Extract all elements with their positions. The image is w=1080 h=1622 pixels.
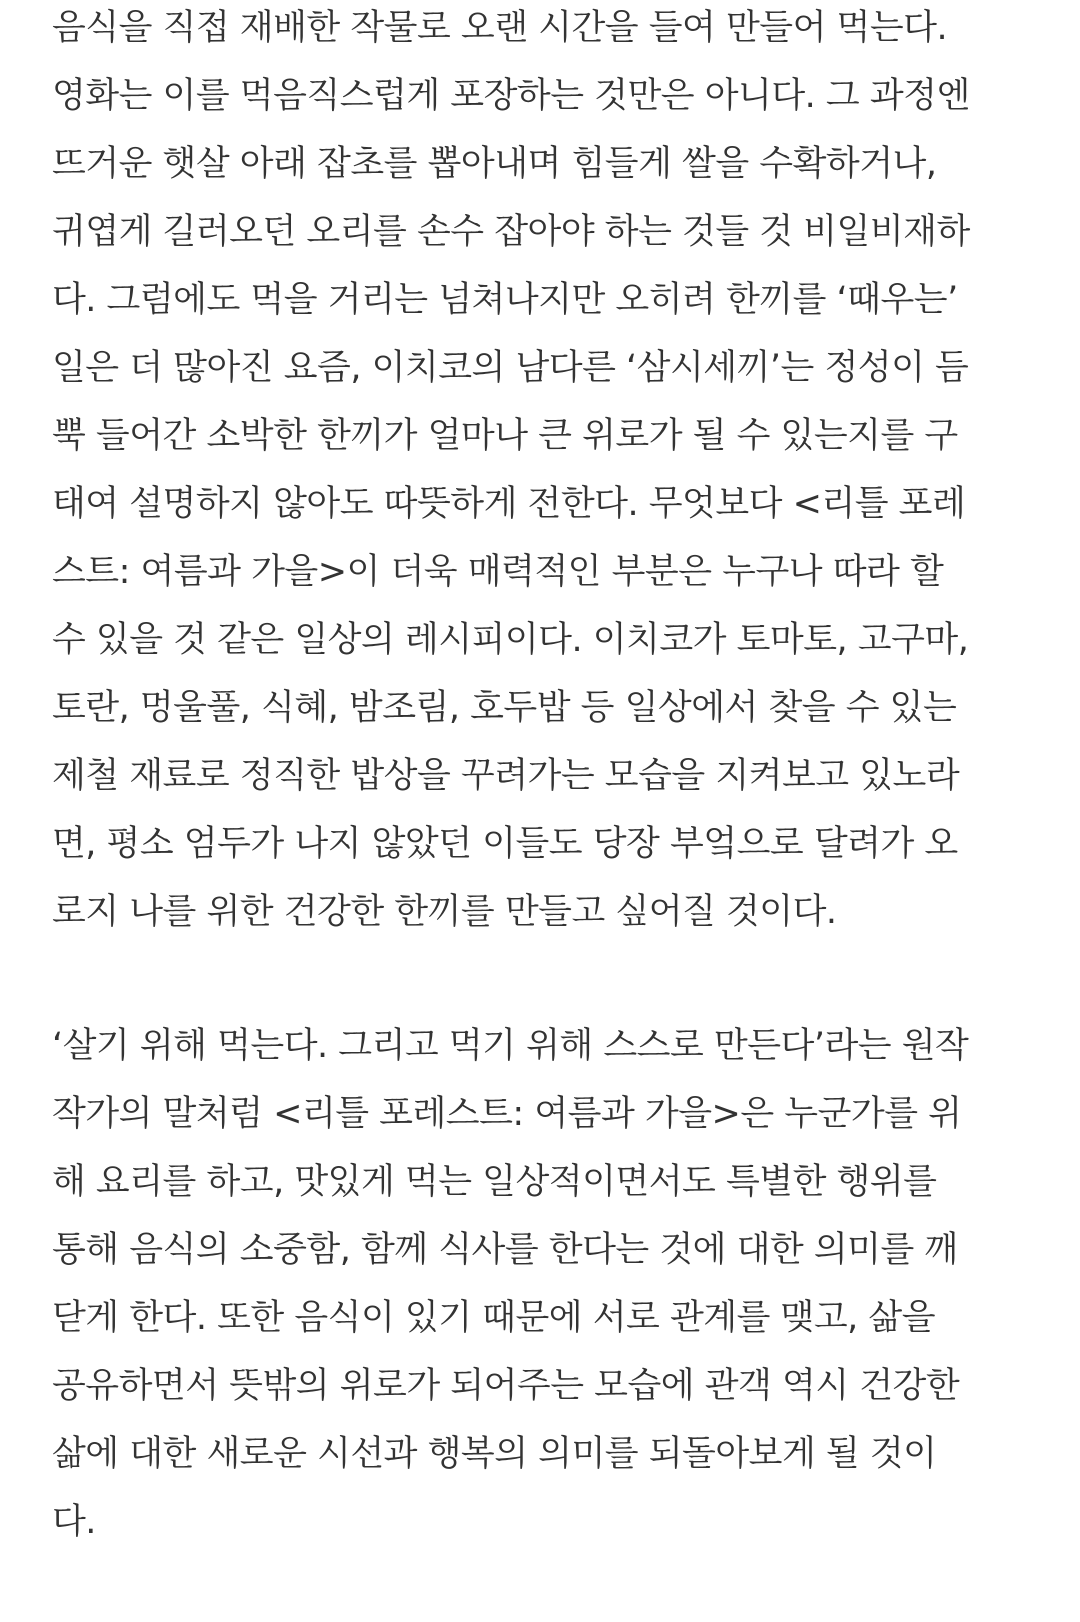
text-line: 닫게 한다. 또한 음식이 있기 때문에 서로 관계를 맺고, 삶을 <box>52 1298 936 1338</box>
text-line: 토란, 멍울풀, 식혜, 밤조림, 호두밥 등 일상에서 찾을 수 있는 <box>52 688 957 728</box>
text-line: 스트: 여름과 가을>이 더욱 매력적인 부분은 누구나 따라 할 <box>52 552 944 592</box>
text-line: 해 요리를 하고, 맛있게 먹는 일상적이면서도 특별한 행위를 <box>52 1162 937 1202</box>
text-line: 삶에 대한 새로운 시선과 행복의 의미를 되돌아보게 될 것이 <box>52 1434 937 1474</box>
text-line: 다. 그럼에도 먹을 거리는 넘쳐나지만 오히려 한끼를 ‘때우는’ <box>52 280 958 320</box>
text-line: 다. <box>52 1502 96 1542</box>
text-line: 영화는 이를 먹음직스럽게 포장하는 것만은 아니다. 그 과정엔 <box>52 76 970 116</box>
text-line: 제철 재료로 정직한 밥상을 꾸려가는 모습을 지켜보고 있노라 <box>52 756 960 796</box>
text-line: 작가의 말처럼 <리틀 포레스트: 여름과 가을>은 누군가를 위 <box>52 1094 962 1134</box>
text-line: 뿍 들어간 소박한 한끼가 얼마나 큰 위로가 될 수 있는지를 구 <box>52 416 958 456</box>
text-line: 태여 설명하지 않아도 따뜻하게 전한다. 무엇보다 <리틀 포레 <box>52 484 966 524</box>
text-line: 수 있을 것 같은 일상의 레시피이다. 이치코가 토마토, 고구마, <box>52 620 969 660</box>
text-line: 면, 평소 엄두가 나지 않았던 이들도 당장 부엌으로 달려가 오 <box>52 824 958 864</box>
text-line: 음식을 직접 재배한 작물로 오랜 시간을 들여 만들어 먹는다. <box>52 8 948 48</box>
text-line: 로지 나를 위한 건강한 한끼를 만들고 싶어질 것이다. <box>52 892 837 932</box>
text-line: 뜨거운 햇살 아래 잡초를 뽑아내며 힘들게 쌀을 수확하거나, <box>52 144 937 184</box>
text-line: 공유하면서 뜻밖의 위로가 되어주는 모습에 관객 역시 건강한 <box>52 1366 960 1406</box>
text-line: 일은 더 많아진 요즘, 이치코의 남다른 ‘삼시세끼’는 정성이 듬 <box>52 348 969 388</box>
text-line: 귀엽게 길러오던 오리를 손수 잡아야 하는 것들 것 비일비재하 <box>52 212 970 252</box>
text-line: 통해 음식의 소중함, 함께 식사를 한다는 것에 대한 의미를 깨 <box>52 1230 958 1270</box>
text-line: ‘살기 위해 먹는다. 그리고 먹기 위해 스스로 만든다’라는 원작 <box>52 1026 969 1066</box>
